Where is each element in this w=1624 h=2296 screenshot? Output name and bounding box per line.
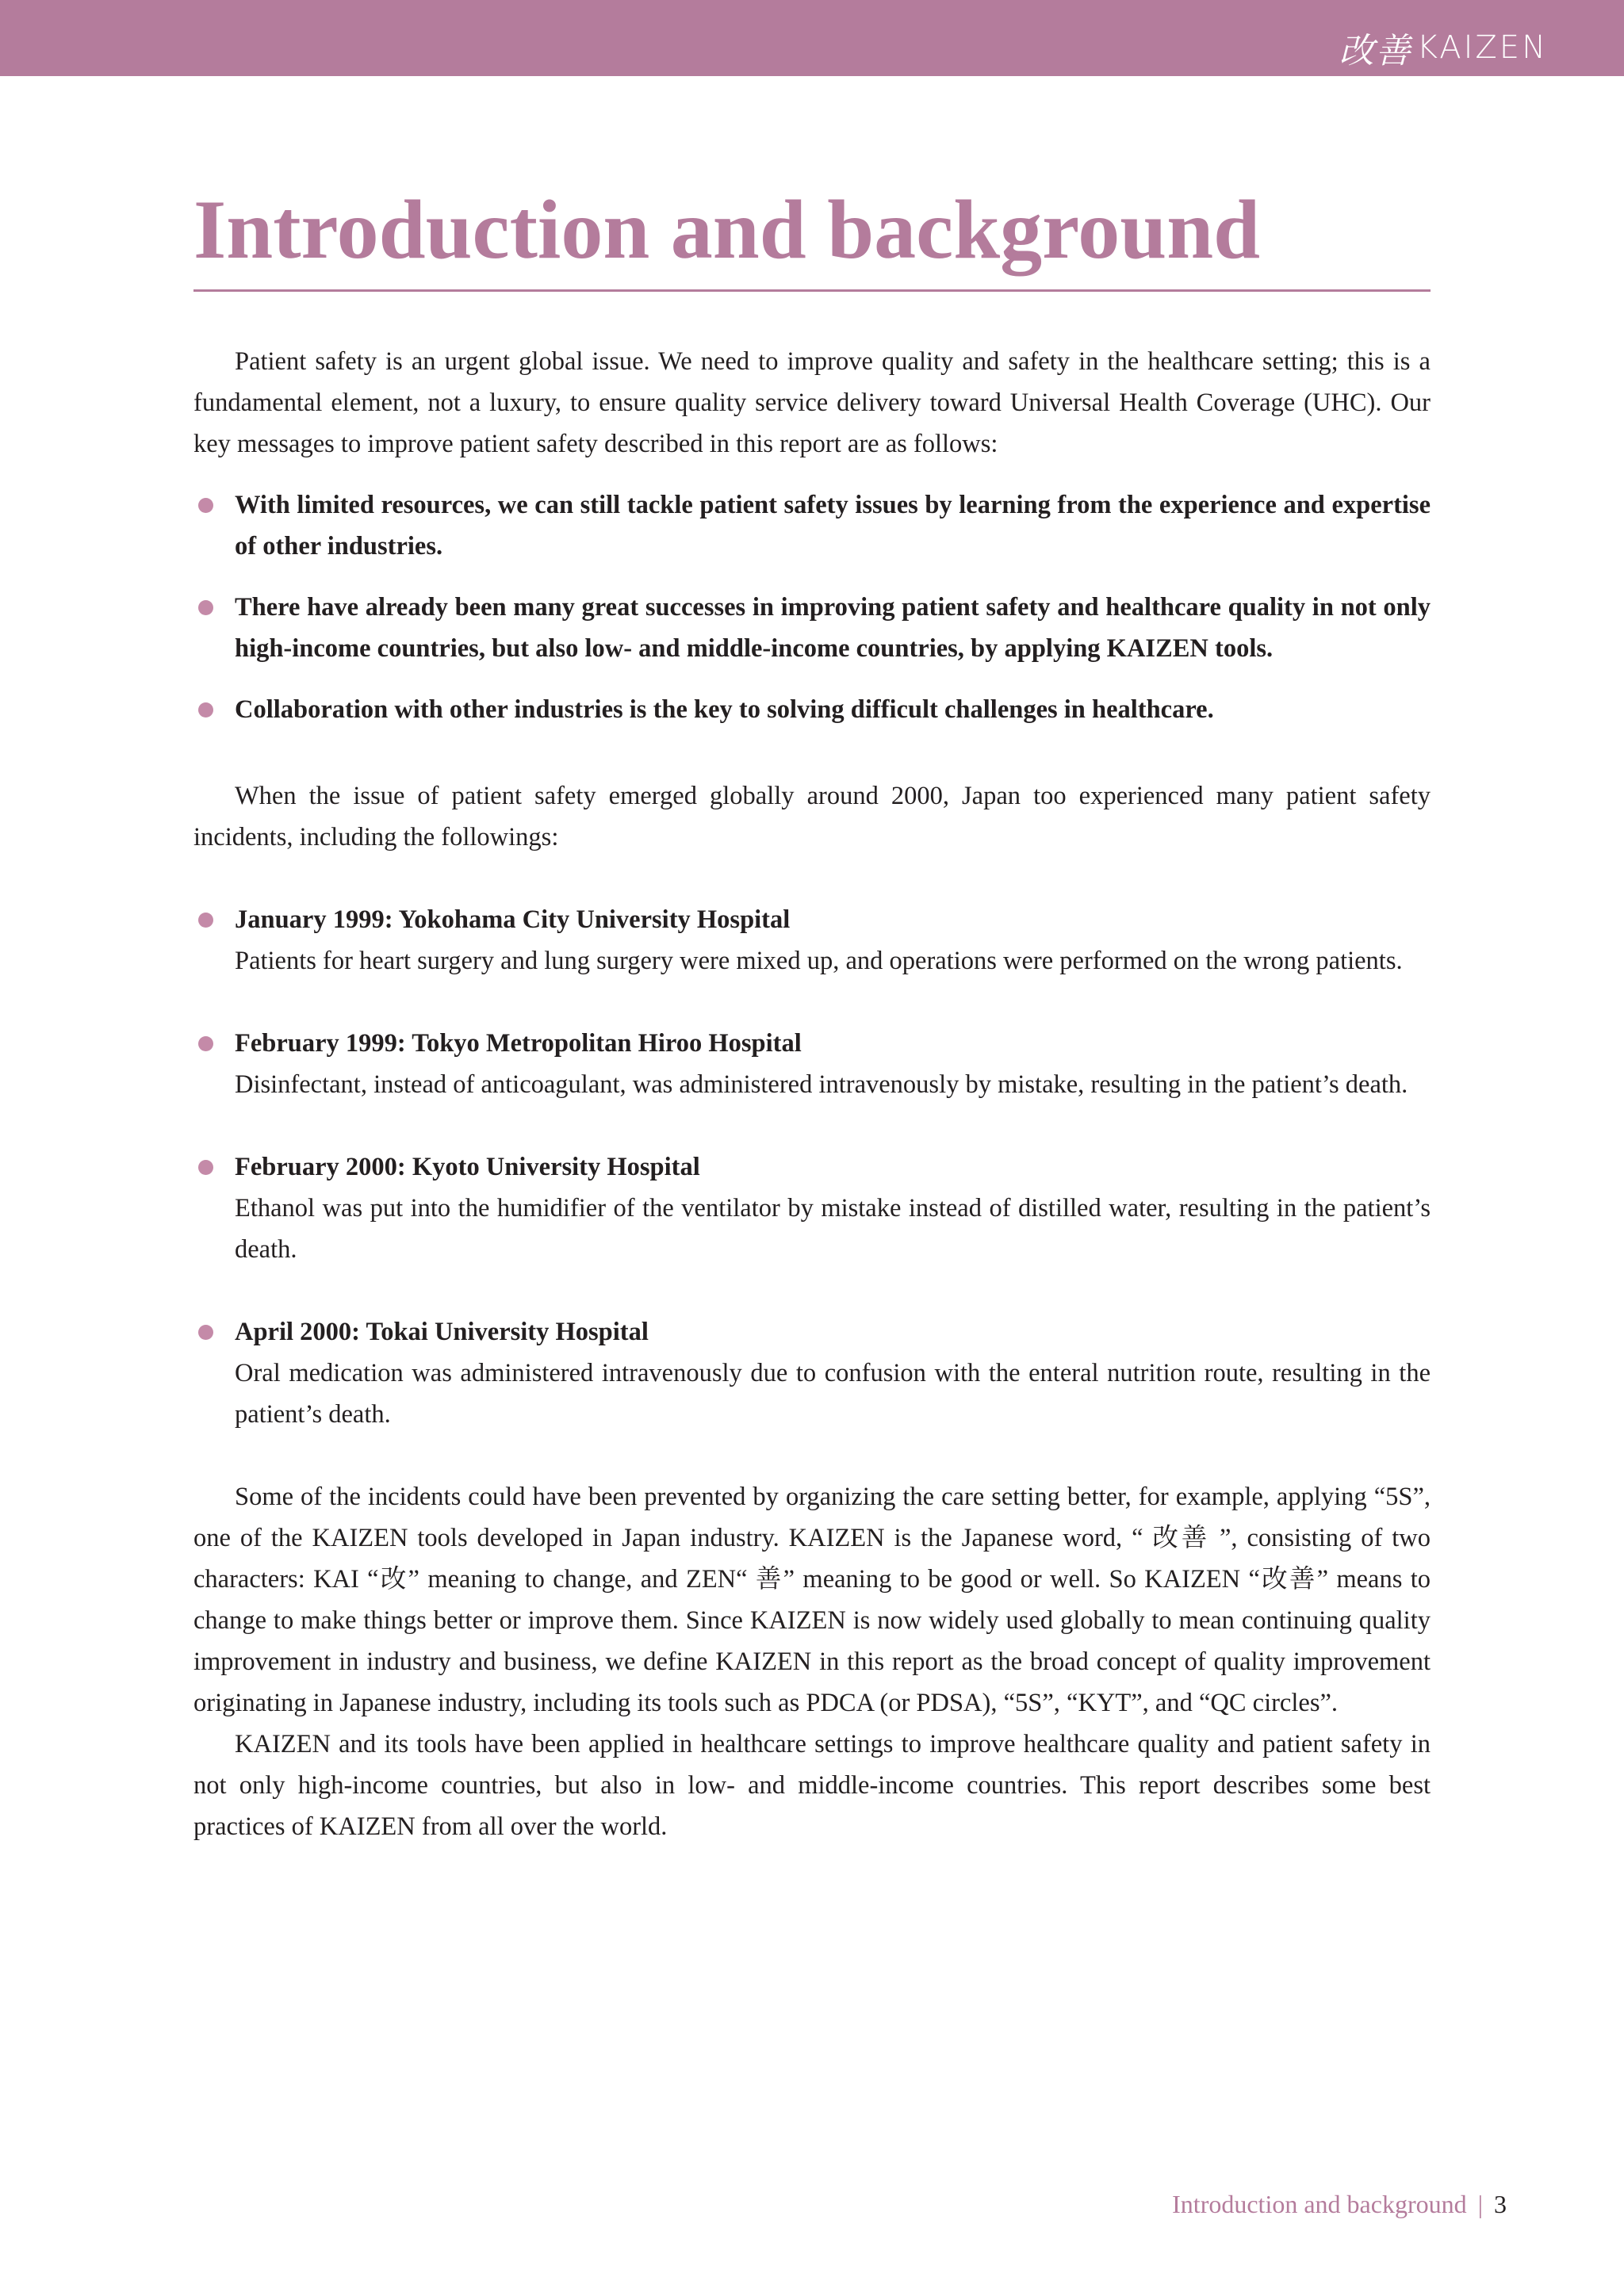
bullet-icon: [198, 498, 213, 513]
incident-title: February 1999: Tokyo Metropolitan Hiroo Hospital: [235, 1029, 802, 1058]
incident-item: [193, 1311, 1431, 1435]
bullet-icon: [198, 1036, 213, 1051]
bullet-icon: [198, 1325, 213, 1340]
incident-title: January 1999: Yokohama City University Hospital: [235, 905, 791, 934]
key-message-text: With limited resources, we can still tackle patient safety issues by learning from the experience and expertise of other industries.: [235, 491, 1431, 561]
page-title: Introduction and background: [193, 183, 1261, 276]
key-message: [193, 484, 1431, 567]
key-message-text: There have already been many great successes in improving patient safety and healthcare quality in not only high-income countries, but also low- and middle-income countries, by applying KAIZEN tools.: [235, 593, 1431, 663]
key-message: [193, 689, 1431, 730]
title-divider: [193, 289, 1431, 292]
kaizen-logo: [1339, 24, 1548, 71]
bullet-icon: [198, 702, 213, 718]
kaizen-paragraph: Some of the incidents could have been prevented by organizing the care setting better, for example, applying “5S”, one of the KAIZEN tools developed in Japan industry. KAIZEN is the Japanese word, “ 改善 ”, consisting of two characters: KAI “改” meaning to change, and ZEN“ 善” meaning to be good or well. So KAIZEN “改善” means to change to make things better or improve them. Since KAIZEN is now widely used globally to mean continuing quality improvement in industry and business, we define KAIZEN in this report as the broad concept of quality improvement originating in Japanese industry, including its tools such as PDCA (or PDSA), “5S”, “KYT”, and “QC circles”.: [193, 1483, 1431, 1717]
incident-item: [193, 899, 1431, 982]
incident-title: February 2000: Kyoto University Hospital: [235, 1153, 700, 1181]
logo-kanji: 改善: [1339, 31, 1412, 71]
incident-title: April 2000: Tokai University Hospital: [235, 1318, 649, 1346]
incident-item: [193, 1023, 1431, 1105]
intro-paragraph: Patient safety is an urgent global issue. We need to improve quality and safety in the healthcare setting; this is a fundamental element, not a luxury, to ensure quality service delivery toward Universal Health Coverage (UHC). Our key messages to improve patient safety described in this report are as follows:: [193, 347, 1431, 458]
incident-description: Disinfectant, instead of anticoagulant, was administered intravenously by mistake, resulting in the patient’s death.: [235, 1070, 1408, 1099]
incidents-list: [193, 899, 1431, 1435]
key-message-text: Collaboration with other industries is the key to solving difficult challenges in healthcare.: [235, 695, 1214, 724]
bullet-icon: [198, 600, 213, 615]
page-number: 3: [1494, 2190, 1507, 2218]
incidents-intro-paragraph: When the issue of patient safety emerged globally around 2000, Japan too experienced many patient safety incidents, including the followings:: [193, 782, 1431, 851]
closing-paragraph: KAIZEN and its tools have been applied in healthcare settings to improve healthcare quality and patient safety in not only high-income countries, but also in low- and middle-income countries. This report describes some best practices of KAIZEN from all over the world.: [193, 1730, 1431, 1841]
key-message: [193, 587, 1431, 669]
logo-text: KAIZEN: [1416, 29, 1548, 66]
header-band: [0, 0, 1624, 76]
page-footer: [1172, 2187, 1507, 2221]
footer-section-title: Introduction and background: [1172, 2190, 1467, 2218]
incident-item: [193, 1146, 1431, 1270]
body-text: [193, 341, 1431, 1847]
incident-description: Ethanol was put into the humidifier of the ventilator by mistake instead of distilled water, resulting in the patient’s death.: [235, 1194, 1431, 1264]
key-messages-list: [193, 484, 1431, 730]
incident-description: Patients for heart surgery and lung surgery were mixed up, and operations were performed on the wrong patients.: [235, 947, 1403, 975]
bullet-icon: [198, 913, 213, 928]
incident-description: Oral medication was administered intravenously due to confusion with the enteral nutrition route, resulting in the patient’s death.: [235, 1359, 1431, 1429]
footer-separator: |: [1477, 2190, 1483, 2218]
bullet-icon: [198, 1160, 213, 1175]
